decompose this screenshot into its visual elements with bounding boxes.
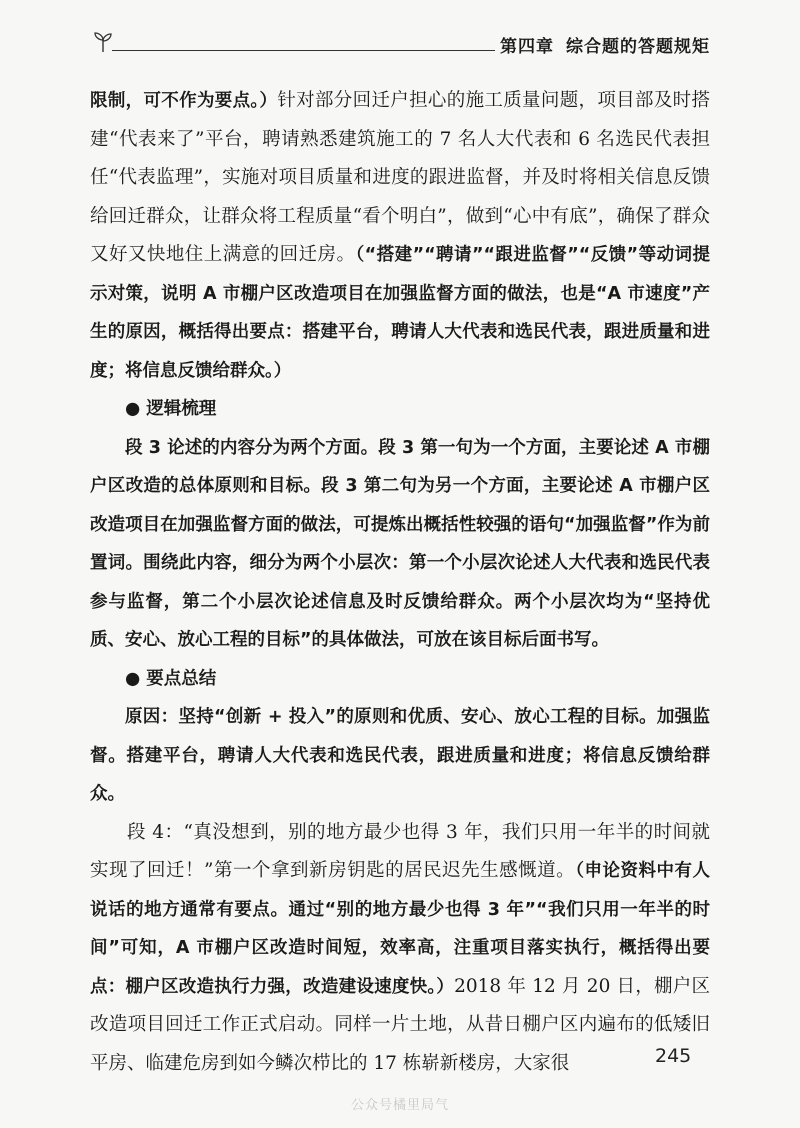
- running-header: [90, 28, 710, 58]
- section-heading: [90, 660, 710, 699]
- paragraph-text: 段 4：“真没想到，别的地方最少也得 3 年，我们只用一年半的时间就实现了回迁！”第一个拿到新房钥匙的居民迟先生感慨道。: [90, 821, 710, 881]
- bullet-icon: ●: [125, 668, 141, 689]
- watermark: 公众号橘里局气: [350, 1098, 449, 1113]
- bullet-icon: ●: [125, 399, 141, 419]
- page-body: [90, 82, 710, 1083]
- section-heading: [90, 390, 710, 429]
- section-title: 要点总结: [146, 668, 217, 689]
- paragraph-text: 2018 年 12 月 20 日，棚户区改造项目回迁工作正式启动。同样一片土地，从昔日棚户区内遍布的低矮旧平房、临建危房到如今鳞次栉比的 17 栋崭新楼房，大家很: [90, 975, 710, 1074]
- paragraph-1: [90, 82, 710, 390]
- section-text: 原因：坚持“创新 + 投入”的原则和优质、安心、放心工程的目标。加强监督。搭建平台，聘请人大代表和选民代表，跟进质量和进度；将信息反馈给群众。: [90, 707, 710, 804]
- section-title: 逻辑梳理: [146, 399, 217, 419]
- paragraph-4: [90, 814, 710, 1084]
- annotation: （“搭建”“聘请”“跟进监督”“反馈”等动词提示对策，说明 A 市棚户区改造项目在加强监督方面的做法，也是“A 市速度”产生的原因，概括得出要点：搭建平台，聘请人大代表和选民代表，跟进质量和进度；将信息反馈给群众。）: [90, 245, 710, 381]
- page-number: 245: [655, 1045, 692, 1067]
- annotation: （申论资料中有人说话的地方通常有要点。通过“别的地方最少也得 3 年”“我们只用一年半的时间”可知，A 市棚户区改造时间短，效率高，注重项目落实执行，概括得出要点：棚户区改造执行力强，改造建设速度快。）: [90, 861, 710, 997]
- paragraph-text: 针对部分回迁户担心的施工质量问题，项目部及时搭建“代表来了”平台，聘请熟悉建筑施工的 7 名人大代表和 6 名选民代表担任“代表监理”，实施对项目质量和进度的跟进监督，并及时将相关信息反馈给回迁群众，让群众将工程质量“看个明白”，做到“心中有底”，确保了群众又好又快地住上满意的回迁房。: [90, 90, 710, 265]
- chapter-number: 第四章: [500, 37, 554, 57]
- header-rule: [112, 50, 495, 51]
- section-text: 段 3 论述的内容分为两个方面。段 3 第一句为一个方面，主要论述 A 市棚户区改造的总体原则和目标。段 3 第二句为另一个方面，主要论述 A 市棚户区改造项目在加强监督方面的做法，可提炼出概括性较强的语句“加强监督”作为前置词。围绕此内容，细分为两个小层次：第一个小层次论述人大代表和选民代表参与监督，第二个小层次论述信息及时反馈给群众。两个小层次均为“坚持优质、安心、放心工程的目标”的具体做法，可放在该目标后面书写。: [90, 437, 710, 650]
- chapter-name: 综合题的答题规矩: [566, 37, 710, 57]
- chapter-title: [500, 32, 710, 57]
- annotation: 限制，可不作为要点。）: [90, 91, 278, 111]
